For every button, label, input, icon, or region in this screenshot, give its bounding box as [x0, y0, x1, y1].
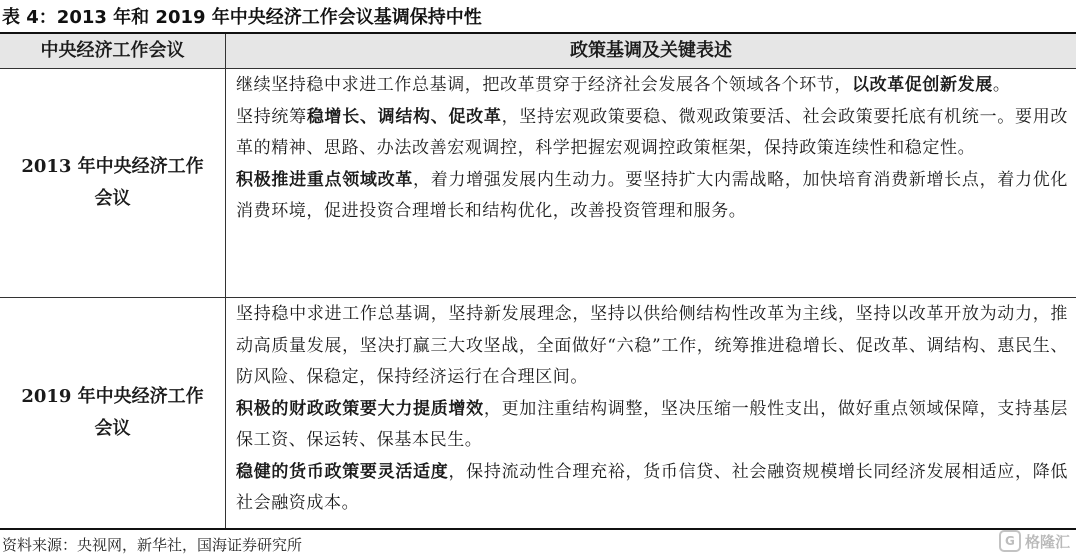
source-note: 资料来源：央视网，新华社，国海证券研究所: [2, 536, 303, 554]
text-run: 继续坚持稳中求进工作总基调，把改革贯穿于经济社会发展各个领域各个环节，: [236, 75, 852, 95]
column-header-policy: 政策基调及关键表述: [570, 40, 732, 61]
row-label-2013: [0, 69, 225, 296]
text-run: 坚持稳中求进工作总基调，坚持新发展理念，坚持以供给侧结构性改革为主线，坚持以改革开放为动力，推动高质量发展，坚决打赢三大攻坚战，全面做好“六稳”工作，统筹推进稳增长、促改革、调结构、惠民生、防风险、保稳定，保持经济运行在合理区间。: [236, 304, 1068, 387]
text-run: 。: [992, 75, 1011, 95]
policy-paragraph: [236, 70, 1068, 102]
text-run: ，更加注重结构调整，坚决压缩一般性支出，做好重点领域保障，支持基层保工资、保运转、保基本民生。: [236, 398, 1068, 450]
policy-paragraph: [236, 457, 1068, 520]
gelonghui-logo-icon: G: [999, 530, 1021, 552]
meeting-name: 2019 年中央经济工作会议: [21, 386, 204, 439]
policy-paragraph: [236, 299, 1068, 394]
meeting-name: 2013 年中央经济工作会议: [21, 155, 204, 209]
row-label-2019: [0, 298, 225, 528]
policy-cell-2019: [236, 299, 1068, 520]
text-run: ，着力增强发展内生动力。要坚持扩大内需战略，加快培育消费新增长点，着力优化消费环境，促进投资合理增长和结构优化，改善投资管理和服务。: [236, 169, 1068, 221]
bold-text-run: 稳健的货币政策要灵活适度: [236, 461, 449, 482]
column-header-meeting: 中央经济工作会议: [40, 40, 185, 61]
policy-paragraph: [236, 165, 1068, 228]
bold-text-run: 以改革促创新发展: [852, 75, 993, 95]
policy-paragraph: [236, 102, 1068, 165]
text-run: 坚持统筹: [236, 106, 307, 127]
policy-paragraph: [236, 394, 1068, 457]
watermark-text: 格隆汇: [1024, 532, 1070, 551]
bold-text-run: 积极的财政政策要大力提质增效: [236, 398, 484, 419]
bold-text-run: 积极推进重点领域改革: [236, 169, 414, 190]
table-title: 表 4：2013 年和 2019 年中央经济工作会议基调保持中性: [2, 7, 482, 28]
text-run: ，保持流动性合理充裕，货币信贷、社会融资规模增长同经济发展相适应，降低社会融资成本。: [236, 461, 1068, 513]
table-bottom-rule: [0, 528, 1076, 530]
table-header: [0, 34, 1076, 68]
text-run: ，坚持宏观政策要稳、微观政策要活、社会政策要托底有机统一。要用改革的精神、思路、办法改善宏观调控，科学把握宏观调控政策框架，保持政策连续性和稳定性。: [236, 106, 1068, 158]
watermark: [999, 530, 1070, 552]
bold-text-run: 稳增长、调结构、促改革: [306, 106, 502, 127]
column-divider: [225, 34, 226, 529]
policy-cell-2013: [236, 70, 1068, 228]
